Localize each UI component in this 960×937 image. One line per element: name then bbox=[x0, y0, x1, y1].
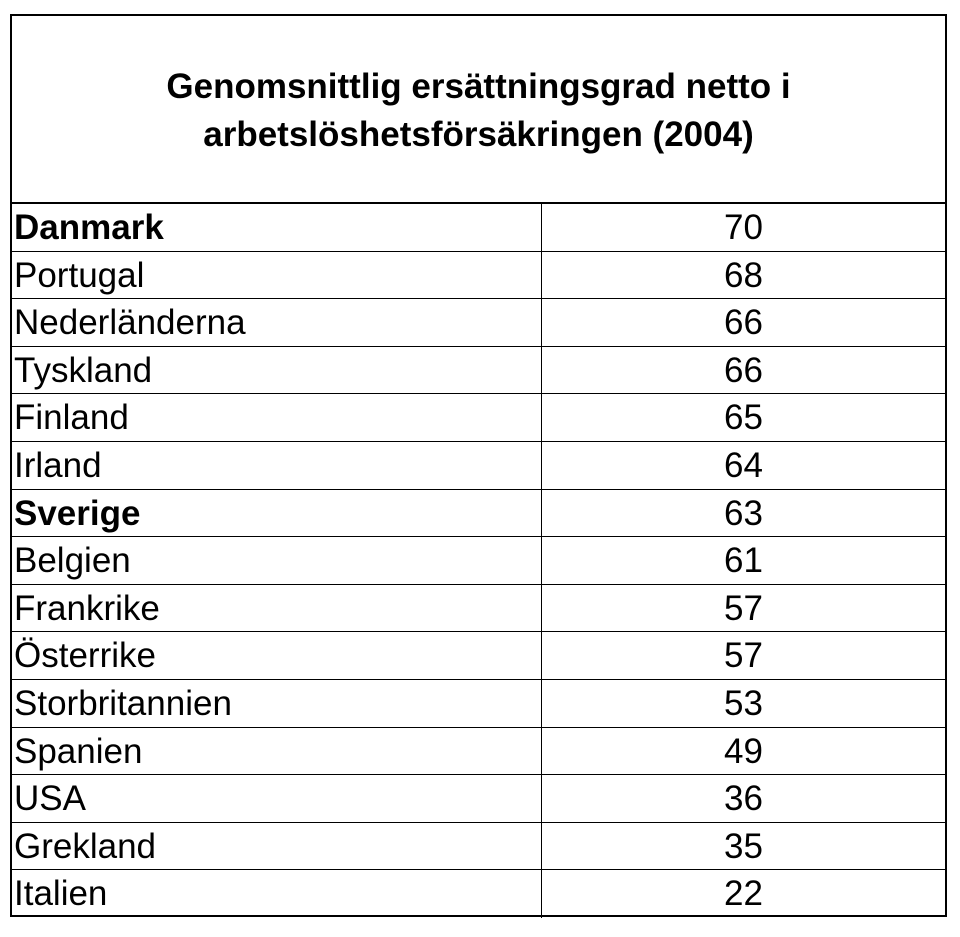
table-row bbox=[12, 632, 945, 680]
country-cell: Grekland bbox=[12, 823, 542, 870]
value-cell: 68 bbox=[724, 255, 763, 295]
table-row bbox=[12, 537, 945, 585]
country-cell: Irland bbox=[12, 442, 542, 489]
table-row bbox=[12, 252, 945, 300]
table-row bbox=[12, 870, 945, 918]
table-row bbox=[12, 204, 945, 252]
value-cell: 66 bbox=[724, 303, 763, 343]
value-cell: 65 bbox=[724, 398, 763, 438]
value-cell: 70 bbox=[724, 208, 763, 247]
data-table bbox=[10, 14, 947, 917]
table-row bbox=[12, 775, 945, 823]
table-row bbox=[12, 728, 945, 776]
country-cell: Spanien bbox=[12, 728, 542, 775]
table-row bbox=[12, 823, 945, 871]
value-cell: 66 bbox=[724, 350, 763, 390]
country-cell: Finland bbox=[12, 394, 542, 441]
country-cell: Tyskland bbox=[12, 347, 542, 394]
table-title bbox=[12, 16, 945, 204]
country-cell: Danmark bbox=[12, 204, 542, 251]
country-cell: Storbritannien bbox=[12, 680, 542, 727]
table-title-line-1: Genomsnittlig ersättningsgrad netto i bbox=[166, 67, 791, 106]
country-cell: Sverige bbox=[12, 490, 542, 537]
value-cell: 22 bbox=[724, 874, 763, 914]
country-cell: Portugal bbox=[12, 252, 542, 299]
country-cell: Belgien bbox=[12, 537, 542, 584]
country-cell: Frankrike bbox=[12, 585, 542, 632]
country-cell: Österrike bbox=[12, 632, 542, 679]
table-body bbox=[12, 204, 945, 918]
table-row bbox=[12, 680, 945, 728]
value-cell: 53 bbox=[724, 683, 763, 723]
table-row bbox=[12, 490, 945, 538]
table-row bbox=[12, 347, 945, 395]
table-row bbox=[12, 394, 945, 442]
value-cell: 61 bbox=[724, 541, 763, 581]
table-row bbox=[12, 299, 945, 347]
table-title-line-2: arbetslöshetsförsäkringen (2004) bbox=[203, 115, 754, 154]
country-cell: Nederländerna bbox=[12, 299, 542, 346]
value-cell: 49 bbox=[724, 731, 763, 771]
country-cell: USA bbox=[12, 775, 542, 822]
value-cell: 64 bbox=[724, 445, 763, 485]
value-cell: 57 bbox=[724, 588, 763, 628]
table-row bbox=[12, 442, 945, 490]
value-cell: 57 bbox=[724, 636, 763, 676]
value-cell: 35 bbox=[724, 826, 763, 866]
value-cell: 36 bbox=[724, 779, 763, 819]
table-row bbox=[12, 585, 945, 633]
country-cell: Italien bbox=[12, 870, 542, 918]
value-cell: 63 bbox=[724, 493, 763, 533]
